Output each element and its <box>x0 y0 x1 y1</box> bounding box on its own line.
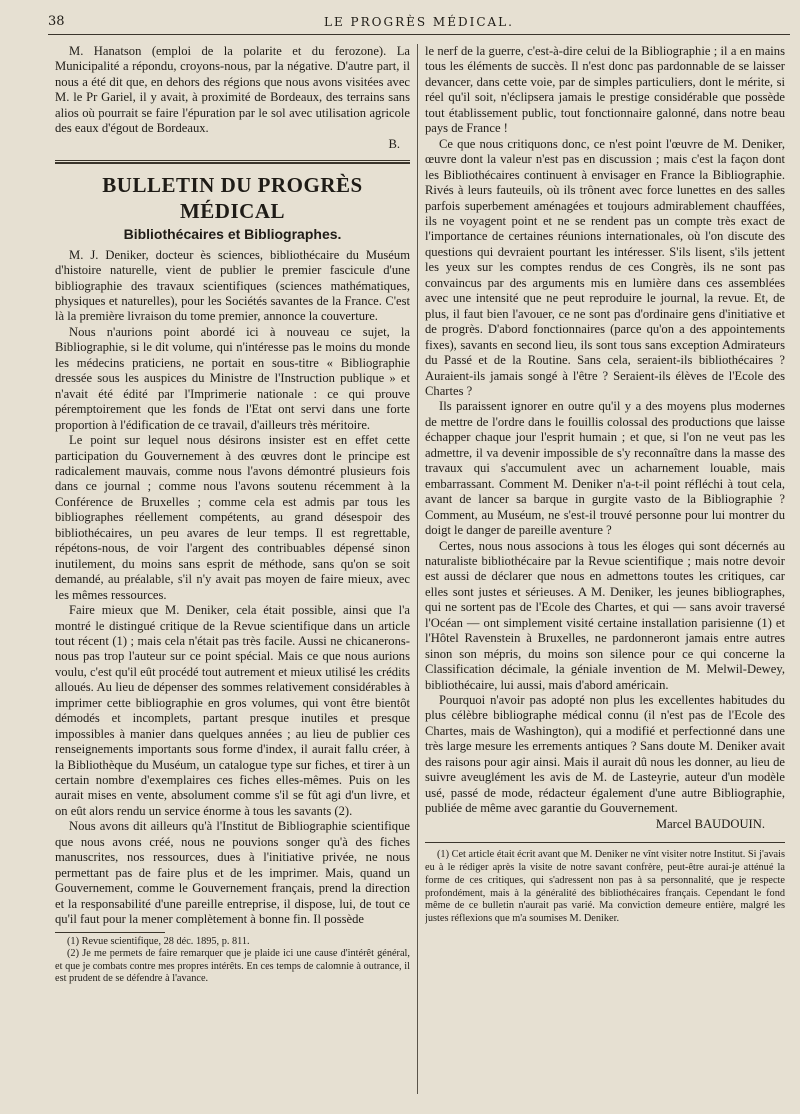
signature-line <box>425 817 785 832</box>
section-title: Bibliothécaires et Bibliographes. <box>123 226 342 243</box>
footnote-rule <box>55 932 165 933</box>
paragraph: Nous n'aurions point abordé ici à nouveau ce sujet, la Bibliographie, si le dit volume, qui n'intéresse pas le moins du monde les médecins praticiens, ne portait en sous-titre « Bibliographie dressée sous les auspices du Ministre de l'Instruction publique » et n'avait été édité par l'Imprimerie nationale : ce qui prouve péremptoirement que les fonds de l'Etat ont servi dans une forte proportion à l'édification de ce travail, d'ailleurs très méritoire. <box>55 324 410 432</box>
intro-paragraph: M. Hanatson (emploi de la polarite et du ferozone). La Municipalité a répondu, croyons-nous, par la négative. D'autre part, il nous a été dit que, en dehors des régions que nous avons visitées avec M. le Pr Gariel, il y avait, à proximité de Bordeaux, des terrains sans alios où pourrait se faire l'épuration par le sol avec utilisation agricole des eaux d'égout de Bordeaux. <box>55 44 410 136</box>
section-rule-thin <box>55 160 410 161</box>
footnote-block <box>425 842 785 926</box>
paragraph: Ce que nous critiquons donc, ce n'est point l'œuvre de M. Deniker, œuvre dont la valeur n'est pas en discussion ; mais c'est la façon dont les Bibliothécaires continuent à envisager en France la Bibliographie. Rivés à leurs fauteuils, où ils trônent avec force lunettes en des salles parfois superbement aménagées et toujours admirablement chauffées, ils ne voyagent point et ne se rendent pas un compte très exact de l'importance de certaines réunions internationales, où l'on discute des questions qui devraient pourtant les intéresser. S'ils lisent, s'ils jettent les yeux sur les comptes rendus de ces Congrès, ils ne sont pas convaincus par des arguments mis en lumière dans ces assemblées avec une intensité que ne peut reproduire le journal, la revue. Et, de plus, il faut bien l'avouer, ce ne sont pas d'ordinaire gens d'initiative et de progrès. D'abord fonctionnaires (parce qu'on a des appointements fixes), savants en second lieu, ils sont tous sans exception Admirateurs du Passé et de la Routine. Sans cela, seraient-ils bibliothécaires ? Auraient-ils jamais songé à l'être ? Seraient-ils élèves de l'Ecole des Chartes ? <box>425 136 785 398</box>
paragraph: le nerf de la guerre, c'est-à-dire celui de la Bibliographie ; il a en mains tous les éléments de succès. Il n'est donc pas pardonnable de se laisser devancer, dans cette voie, par de simples particuliers, dont le mérite, si réel qu'il soit, n'éclipsera jamais le prestige considérable que possède tout établissement public, tout fonctionnaire galonné, dans notre beau pays de France ! <box>425 44 785 136</box>
journal-title: LE PROGRÈS MÉDICAL. <box>324 15 514 29</box>
footnote: (1) Revue scientifique, 28 déc. 1895, p. 811. <box>67 935 250 947</box>
paragraph: Le point sur lequel nous désirons insister est en effet cette participation du Gouvernement à des œuvres dont le principe est radicalement mauvais, comme nous l'avons démontré plusieurs fois dans ce journal ; comme nous l'avons soutenu récemment à la Conférence de Bruxelles ; comme cela est admis par tous les bibliographes réellement compétents, au grand désespoir des bibliothécaires, un peu avares de leur temps. Il est regrettable, répétons-nous, de voir l'argent des contribuables dépensé sinon inutilement, du moins sans esprit de méthode, sans qu'on se soit demandé, au préalable, s'il n'y avait pas moyen de faire mieux, avec les mêmes ressources. <box>55 433 410 602</box>
paragraph: Pourquoi n'avoir pas adopté non plus les excellentes habitudes du plus célèbre bibliographe médical connu (il n'est pas de l'Ecole des Chartes, mais de Washington), qui a modifié et perfectionné dans une très large mesure les errements antiques ? Sans doute M. Deniker avait des raisons pour agir ainsi. Mais il aurait dû nous les donner, au lieu de suivre aveuglément les avis de M. de Lasteyrie, auteur d'un modèle usé, passé de mode, rédacteur également d'une autre Bibliographie, publiée de même avec garantie du Gouvernement. <box>425 693 785 816</box>
footnote: (1) Cet article était écrit avant que M. Deniker ne vînt visiter notre Institut. Si j'avais eu à le rédiger après la visite de notre savant confrère, peut-être aurai-je atténué la forme de ces critiques, qui s'adressent non pas à sa personnalité, que je respecte profondément, mais à la généralité des bibliothécaires français. Cependant le fond même de ce bulletin n'aurait pas varié. Ma conviction demeure entière, malgré les justes réflexions que m'a soumises M. Deniker. <box>425 849 785 925</box>
author-signature: Marcel BAUDOUIN. <box>655 816 765 831</box>
page-number: 38 <box>48 14 65 29</box>
paragraph: M. J. Deniker, docteur ès sciences, bibliothécaire du Muséum d'histoire naturelle, vient de publier le premier fascicule d'une bibliographie des travaux scientifiques (sciences mathématiques, physiques et naturelles), pour les Sociétés savantes de la France. C'est là la première livraison du tome premier, annonce la couverture. <box>55 247 410 324</box>
right-column <box>425 44 785 1084</box>
section-rule-thick <box>55 162 410 164</box>
footnote-rule <box>425 842 785 843</box>
paragraph: Nous avons dit ailleurs qu'à l'Institut de Bibliographie scientifique que nous avons créé, nous ne pouvions songer qu'à des fiches manuscrites, nos ressources, dues à l'initiative privée, ne nous permettant pas de faire plus et de les imprimer. Mais, quand un Gouvernement, comme le Gouvernement français, prend la direction et la responsabilité d'une pareille entreprise, il dispose, lui, de tout ce qu'il faut pour la mener complètement à bonne fin. Il possède <box>55 819 410 927</box>
bulletin-title: BULLETIN DU PROGRÈS MÉDICAL <box>102 173 363 224</box>
column-divider <box>417 44 418 1094</box>
intro-signature: B. <box>388 136 400 151</box>
page-header <box>48 12 790 35</box>
paragraph: Certes, nous nous associons à tous les éloges qui sont décernés au naturaliste bibliothécaire par la Revue scientifique ; mais notre devoir est aussi de déclarer que nous en admettons toutes les critiques, car elles sont justes et sérieuses. A M. Deniker, les jeunes bibliographes, qui ne sortent pas de l'Ecole des Chartes, et qui — sans avoir traversé l'Océan — ont simplement visité certaine installation parisienne (1) et l'Hôtel Ravenstein à Bruxelles, ne pardonneront jamais entre autres sinon son mépris, du moins son silence pour ce qui concerne la Classification décimale, la géniale invention de M. Melwil-Dewey, bibliothécaire, lui aussi, mais d'abord américain. <box>425 538 785 692</box>
footnote: (2) Je me permets de faire remarquer que je plaide ici une cause d'intérêt général, et que je combats contre mes propres intérêts. En ces temps de calomnie à outrance, il est prudent de se défendre à l'avance. <box>55 948 410 985</box>
intro-signature-line <box>55 137 410 152</box>
left-column <box>55 44 410 1084</box>
paragraph: Ils paraissent ignorer en outre qu'il y a des moyens plus modernes de mettre de l'ordre dans le fouillis colossal des productions que laisse échapper chaque jour l'esprit humain ; et que, si l'on ne veut pas les admettre, il va devenir impossible de s'y reconnaître dans la masse des travaux qui s'accumulent avec un acharnement louable, mais embarrassant. Comment M. Deniker n'a-t-il point réfléchi à tout cela, avant de lancer sa barque in gurgite vasto de la Bibliographie ? Comment, au Muséum, ne s'est-il trouvé personne pour lui montrer du doigt le danger de pareille aventure ? <box>425 399 785 538</box>
paragraph: Faire mieux que M. Deniker, cela était possible, ainsi que l'a montré le distingué critique de la Revue scientifique dans un article tout récent (1) ; mais cela n'était pas très facile. Aussi ne chicanerons-nous pas trop l'auteur sur ce point spécial. Mais ce que nous aurions voulu, c'est qu'il eût procédé tout autrement et mieux utilisé les crédits alloués. Au lieu de dépenser des sommes relativement considérables à imprimer cette bibliographie en gros volumes, qui vont être bientôt démodés et incomplets, partant presque inutiles et presque impossibles à manier dans quelques années ; au lieu de publier ces renseignements importants sous forme d'index, il aurait fallu créer, à la Bibliothèque du Muséum, un catalogue type sur fiches, et tirer à un certain nombre d'exemplaires ces fiches elles-mêmes. Puis on les aurait mises en vente, absolument comme s'il se fût agi d'un livre, et on eût alors rendu un service énorme à tous les savants (2). <box>55 603 410 818</box>
